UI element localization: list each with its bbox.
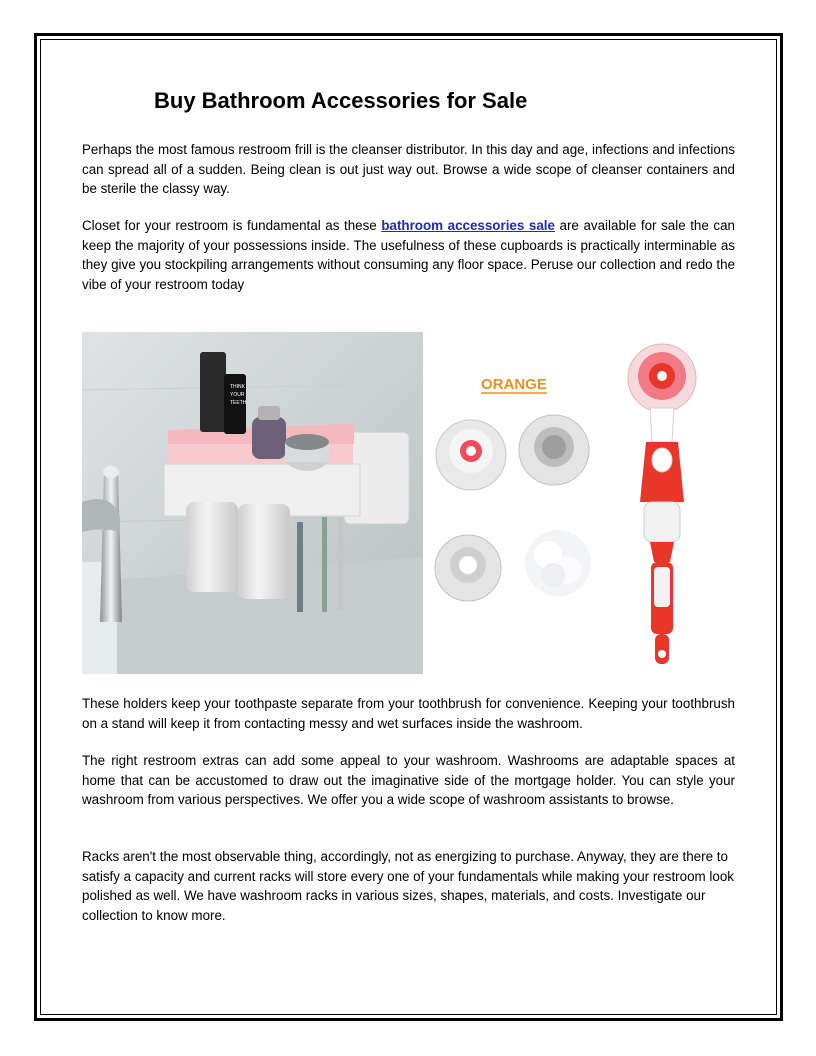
paragraph-racks: Racks aren't the most observable thing, accordingly, not as energizing to purchase. Anyway, they are there to satisfy a capacity and current racks will store every one of your fundamentals while making your restroom look polished as well. We have washroom racks in various sizes, shapes, materials, and costs. Investigate our collection to know more. — [82, 849, 734, 923]
paragraph-closet-text-start: Closet for your restroom is fundamental as these — [82, 218, 382, 233]
bathroom-accessories-link[interactable]: bathroom accessories sale — [381, 218, 555, 233]
long-handle-brush-image — [612, 342, 707, 670]
page-title: Buy Bathroom Accessories for Sale — [154, 88, 528, 113]
paragraph-soap-dispenser: Perhaps the most famous restroom frill is the cleanser distributor. In this day and age, infections and infections can spread all of a sudden. Being clean is out just way out. Browse a wide scope of cleanser containers and be sterile the classy way. — [82, 142, 735, 196]
paragraph-toothpaste-holders: These holders keep your toothpaste separate from your toothbrush for convenience. Keeping your toothbrush on a stand will keep it from contacting messy and wet surfaces inside the washroom. — [82, 696, 735, 731]
brush-heads-image — [428, 365, 603, 615]
orange-label: ORANGE — [481, 376, 547, 393]
paragraph-closet-text-end: are available for sale the can keep the majority of your possessions inside. The usefulness of these cupboards is practically interminable as they give you stockpiling arrangements without consuming any floor space. Peruse our collection and redo the vibe of your restroom today — [82, 218, 735, 292]
paragraph-closet — [82, 216, 735, 294]
tube-label-your: YOUR — [230, 392, 245, 398]
tube-label-teeth: TEETH — [230, 400, 247, 406]
toothbrush-holder-image — [82, 332, 423, 674]
tube-label-think: THINK — [230, 384, 245, 390]
paragraph-restroom-extras: The right restroom extras can add some appeal to your washroom. Washrooms are adaptable spaces at home that can be accustomed to draw out the imaginative side of the mortgage holder. You can style your washroom from various perspectives. We offer you a wide scope of washroom assistants to browse. — [82, 753, 735, 807]
